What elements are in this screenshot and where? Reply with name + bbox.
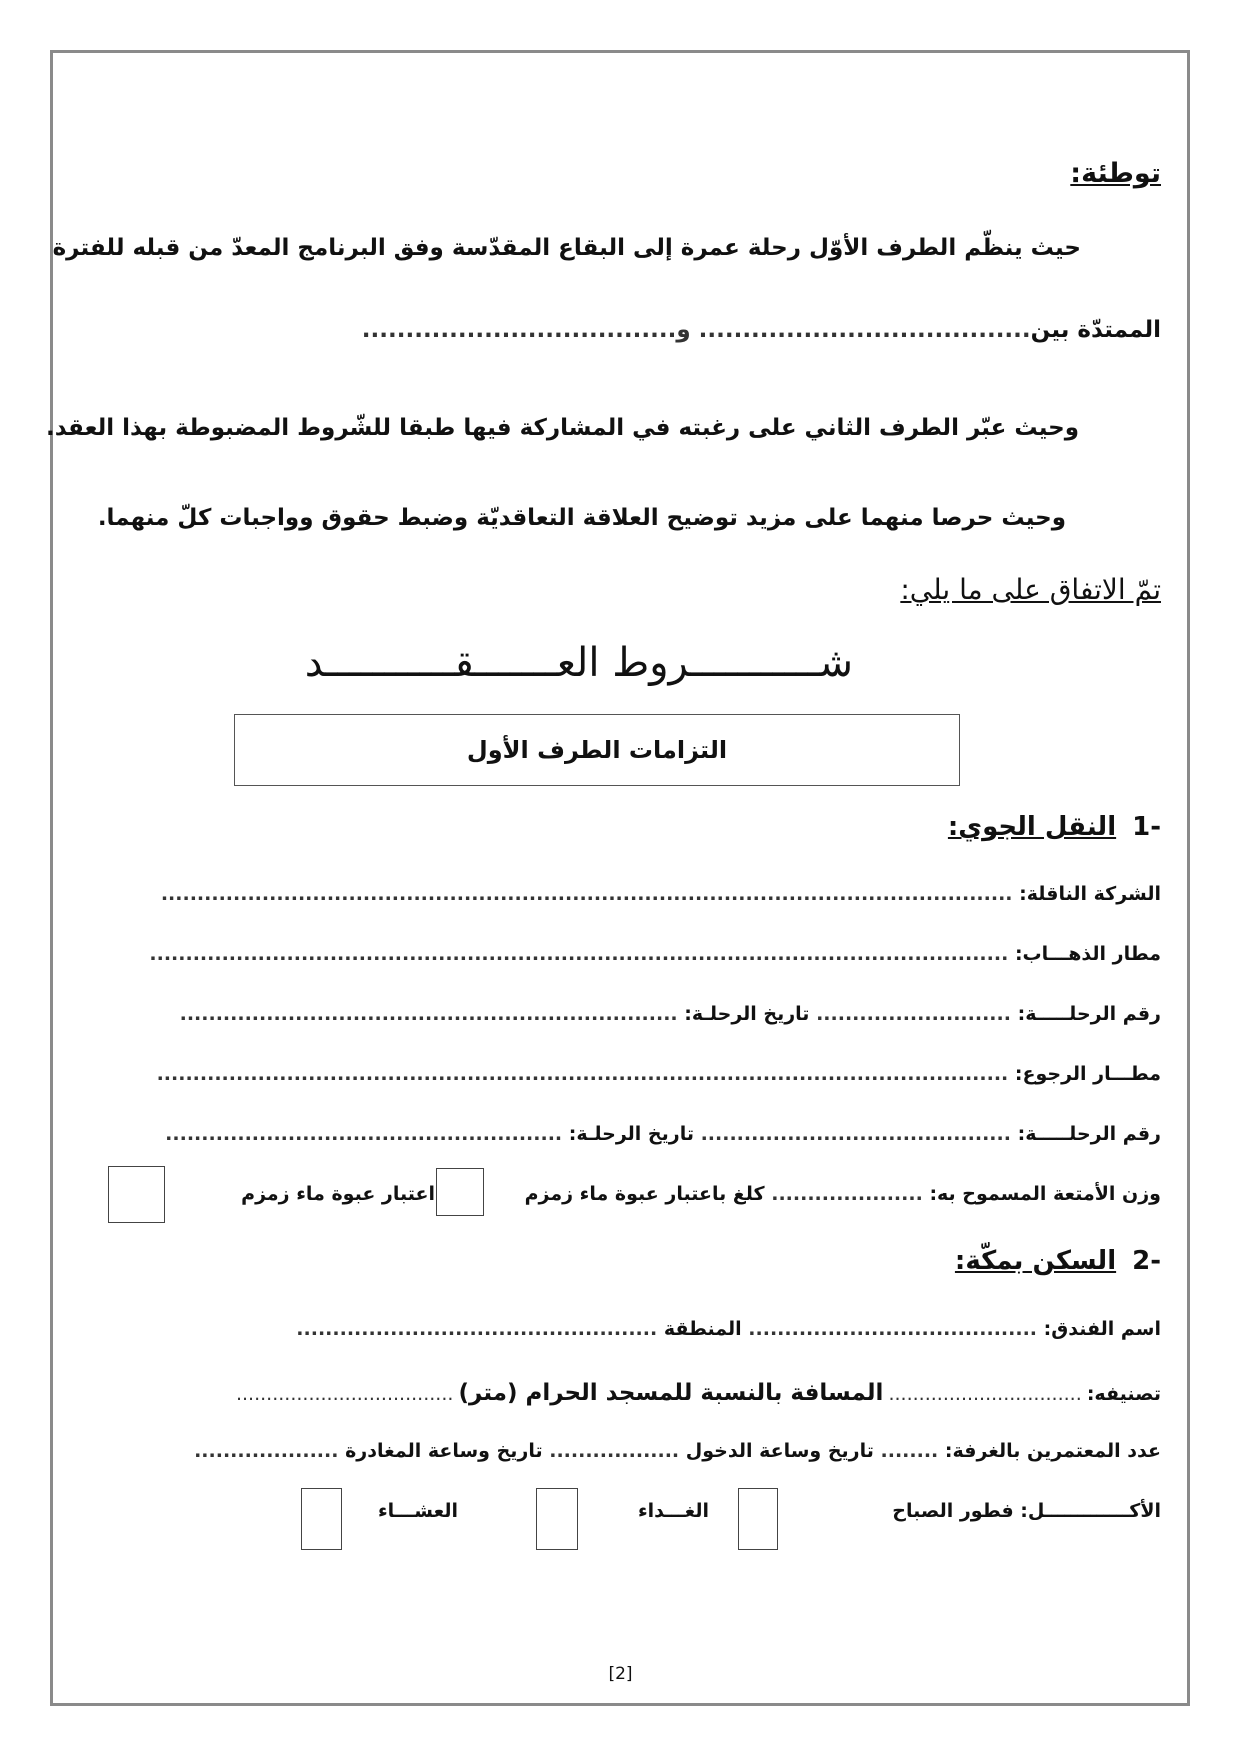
flight-number-dots: ........................... bbox=[816, 1003, 1011, 1025]
area-dots: .................................................. bbox=[296, 1318, 658, 1340]
section-number: -1 bbox=[1132, 812, 1161, 842]
section-title: النقل الجوي: bbox=[947, 812, 1117, 842]
dinner-label: العشـــاء bbox=[377, 1500, 458, 1522]
contract-terms-title: شـــــــــــروط العـــــــقـــــــــــد bbox=[304, 640, 853, 686]
baggage-unit-text: كلغ باعتبار عبوة ماء زمزم bbox=[524, 1183, 765, 1205]
hotel-label: اسم الفندق: bbox=[1043, 1318, 1161, 1340]
occupants-label: عدد المعتمرين بالغرفة: bbox=[944, 1440, 1161, 1462]
period-fill-dots: ...................................... و.................................... bbox=[361, 317, 1031, 343]
area-label: المنطقة bbox=[663, 1318, 742, 1340]
flight-date-dots: ..................................................................... bbox=[179, 1003, 678, 1025]
rating-distance-field bbox=[236, 1380, 1161, 1406]
return-airport-dots: ...................................................................................................................... bbox=[156, 1063, 1009, 1085]
carrier-label: الشركة الناقلة: bbox=[1019, 883, 1161, 905]
flight-number-field bbox=[180, 1003, 1161, 1025]
distance-dots: .................................... bbox=[235, 1383, 454, 1405]
rating-dots: ................................ bbox=[888, 1383, 1082, 1405]
return-flight-date-label: تاريخ الرحلـة: bbox=[568, 1123, 694, 1145]
return-flight-date-dots: ....................................................... bbox=[165, 1123, 563, 1145]
preamble-paragraph-2: وحيث عبّر الطرف الثاني على رغبته في المشاركة فيها طبقا للشّروط المضبوطة بهذا العقد. bbox=[46, 415, 1079, 441]
lunch-checkbox[interactable] bbox=[536, 1488, 578, 1550]
carrier-dots: ...................................................................................................................... bbox=[160, 883, 1013, 905]
zamzam-included-checkbox[interactable] bbox=[436, 1168, 484, 1216]
zamzam-excluded-label: اعتبار عبوة ماء زمزم bbox=[241, 1183, 435, 1205]
hotel-dots: ........................................ bbox=[748, 1318, 1038, 1340]
departure-airport-field bbox=[149, 943, 1161, 965]
meals-label: الأكـــــــــــــل: bbox=[1020, 1500, 1161, 1522]
checkout-dots: .................... bbox=[194, 1440, 339, 1462]
departure-airport-label: مطار الذهـــاب: bbox=[1014, 943, 1161, 965]
occupants-dots: ........ bbox=[880, 1440, 939, 1462]
flight-date-label: تاريخ الرحلـة: bbox=[684, 1003, 810, 1025]
distance-label: المسافة بالنسبة للمسجد الحرام (متر) bbox=[458, 1380, 884, 1406]
rating-label: تصنيفه: bbox=[1086, 1383, 1161, 1405]
hotel-field bbox=[296, 1318, 1161, 1340]
preamble-paragraph-1-line-2 bbox=[362, 317, 1161, 343]
departure-airport-dots: ....................................................................................................................... bbox=[149, 943, 1009, 965]
carrier-field bbox=[161, 883, 1161, 905]
room-occupancy-field bbox=[194, 1440, 1161, 1462]
preamble-paragraph-1-line-1: حيث ينظّم الطرف الأوّل رحلة عمرة إلى البقاع المقدّسة وفق البرنامج المعدّ من قبله للفترة bbox=[52, 235, 1081, 261]
dinner-checkbox[interactable] bbox=[301, 1488, 342, 1550]
preamble-heading: توطئة: bbox=[1070, 158, 1161, 189]
air-transport-heading bbox=[948, 812, 1161, 842]
agreement-intro: تمّ الاتفاق على ما يلي: bbox=[900, 573, 1161, 606]
baggage-field bbox=[525, 1183, 1161, 1205]
baggage-dots: ..................... bbox=[771, 1183, 923, 1205]
preamble-paragraph-3: وحيث حرصا منهما على مزيد توضيح العلاقة التعاقديّة وضبط حقوق وواجبات كلّ منهما. bbox=[97, 505, 1066, 531]
section-title: السكن بمكّة: bbox=[954, 1246, 1117, 1276]
return-flight-number-label: رقم الرحلـــــة: bbox=[1017, 1123, 1161, 1145]
first-party-obligations-box: التزامات الطرف الأول bbox=[234, 714, 960, 786]
lunch-label: الغـــداء bbox=[637, 1500, 709, 1522]
checkin-dots: .................. bbox=[549, 1440, 680, 1462]
page-number: [2] bbox=[608, 1664, 633, 1684]
return-flight-number-dots: ........................................... bbox=[700, 1123, 1011, 1145]
breakfast-label: فطور الصباح bbox=[892, 1500, 1014, 1522]
zamzam-excluded-checkbox[interactable] bbox=[108, 1166, 165, 1223]
checkout-label: تاريخ وساعة المغادرة bbox=[345, 1440, 543, 1462]
period-label: الممتدّة بين bbox=[1030, 317, 1161, 343]
mecca-housing-heading bbox=[955, 1246, 1161, 1276]
breakfast-checkbox[interactable] bbox=[738, 1488, 778, 1550]
return-flight-field bbox=[165, 1123, 1161, 1145]
flight-number-label: رقم الرحلـــــة: bbox=[1017, 1003, 1161, 1025]
return-airport-label: مطـــار الرجوع: bbox=[1014, 1063, 1161, 1085]
baggage-label: وزن الأمتعة المسموح به: bbox=[929, 1183, 1161, 1205]
checkin-label: تاريخ وساعة الدخول bbox=[685, 1440, 874, 1462]
meals-label-breakfast bbox=[892, 1500, 1161, 1522]
section-number: -2 bbox=[1132, 1246, 1161, 1276]
return-airport-field bbox=[157, 1063, 1161, 1085]
